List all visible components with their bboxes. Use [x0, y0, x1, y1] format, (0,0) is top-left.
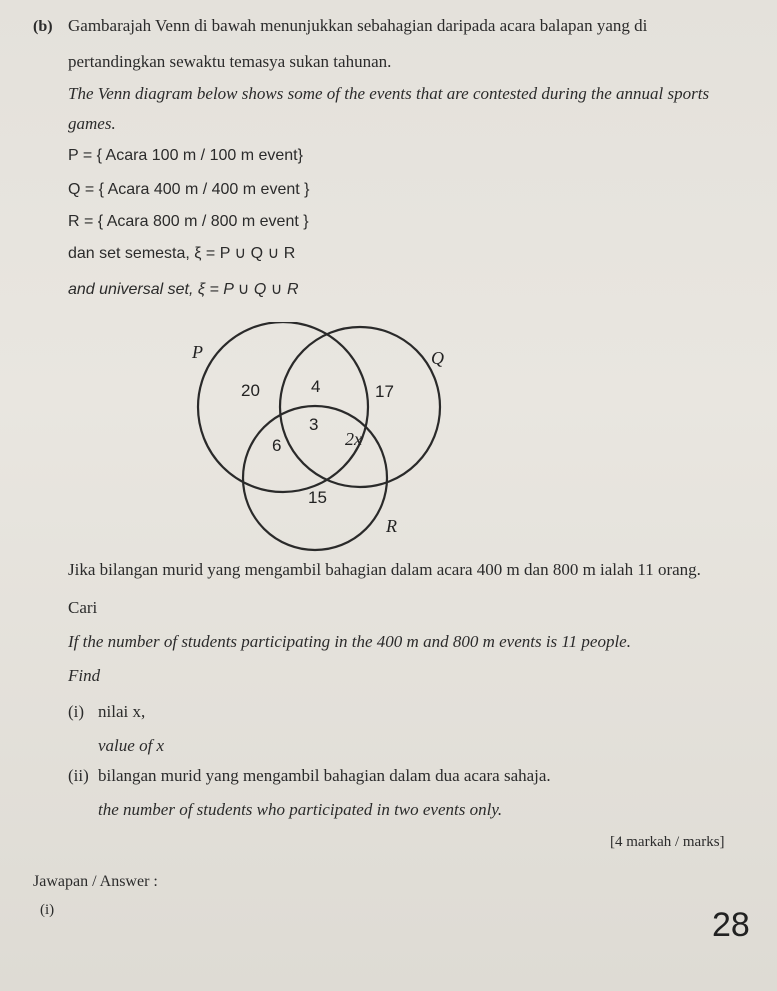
region-q-r-only: 2x [345, 429, 362, 449]
set-r-definition: R = { Acara 800 m / 800 m event } [68, 213, 309, 230]
part-ii-number: (ii) [68, 766, 89, 785]
set-p-definition: P = { Acara 100 m / 100 m event} [68, 147, 303, 164]
set-q-definition: Q = { Acara 400 m / 400 m event } [68, 181, 310, 198]
region-q-only: 17 [375, 382, 394, 401]
region-p-q-only: 4 [311, 377, 321, 396]
region-p-q-r: 3 [309, 415, 319, 434]
cari-label: Cari [68, 598, 98, 617]
venn-diagram [180, 322, 450, 554]
region-p-only: 20 [241, 381, 260, 400]
set-p-circle [198, 322, 368, 492]
part-ii-english: the number of students who participated in two events only. [98, 800, 503, 819]
part-i-malay: nilai x, [98, 702, 146, 721]
find-label: Find [68, 666, 101, 685]
intro-english-line-1: The Venn diagram below shows some of the events that are contested during the annual sports [68, 84, 710, 103]
label-p: P [192, 342, 203, 362]
condition-english: If the number of students participating in the 400 m and 800 m events is 11 people. [68, 632, 631, 651]
universal-set-english: and universal set, ξ = P ∪ Q ∪ R [68, 281, 299, 298]
condition-malay: Jika bilangan murid yang mengambil bahagian dalam acara 400 m dan 800 m ialah 11 orang. [68, 560, 701, 579]
part-i-english: value of x [98, 736, 165, 755]
page-number: 28 [712, 906, 750, 944]
region-r-only: 15 [308, 488, 327, 507]
universal-set-malay: dan set semesta, ξ = P ∪ Q ∪ R [68, 245, 296, 262]
intro-english-line-2: games. [68, 114, 116, 133]
intro-malay-line-1: Gambarajah Venn di bawah menunjukkan sebahagian daripada acara balapan yang di [68, 16, 648, 35]
marks-allocation: [4 markah / marks] [610, 834, 725, 850]
region-p-r-only: 6 [272, 436, 282, 455]
part-i-number: (i) [68, 702, 85, 721]
part-ii-malay: bilangan murid yang mengambil bahagian dalam dua acara sahaja. [98, 766, 551, 785]
label-q: Q [431, 348, 444, 368]
question-number: (b) [33, 18, 53, 35]
answer-part-i: (i) [40, 902, 55, 918]
answer-heading: Jawapan / Answer : [33, 873, 158, 890]
label-r: R [386, 516, 397, 536]
intro-malay-line-2: pertandingkan sewaktu temasya sukan tahunan. [68, 52, 392, 71]
